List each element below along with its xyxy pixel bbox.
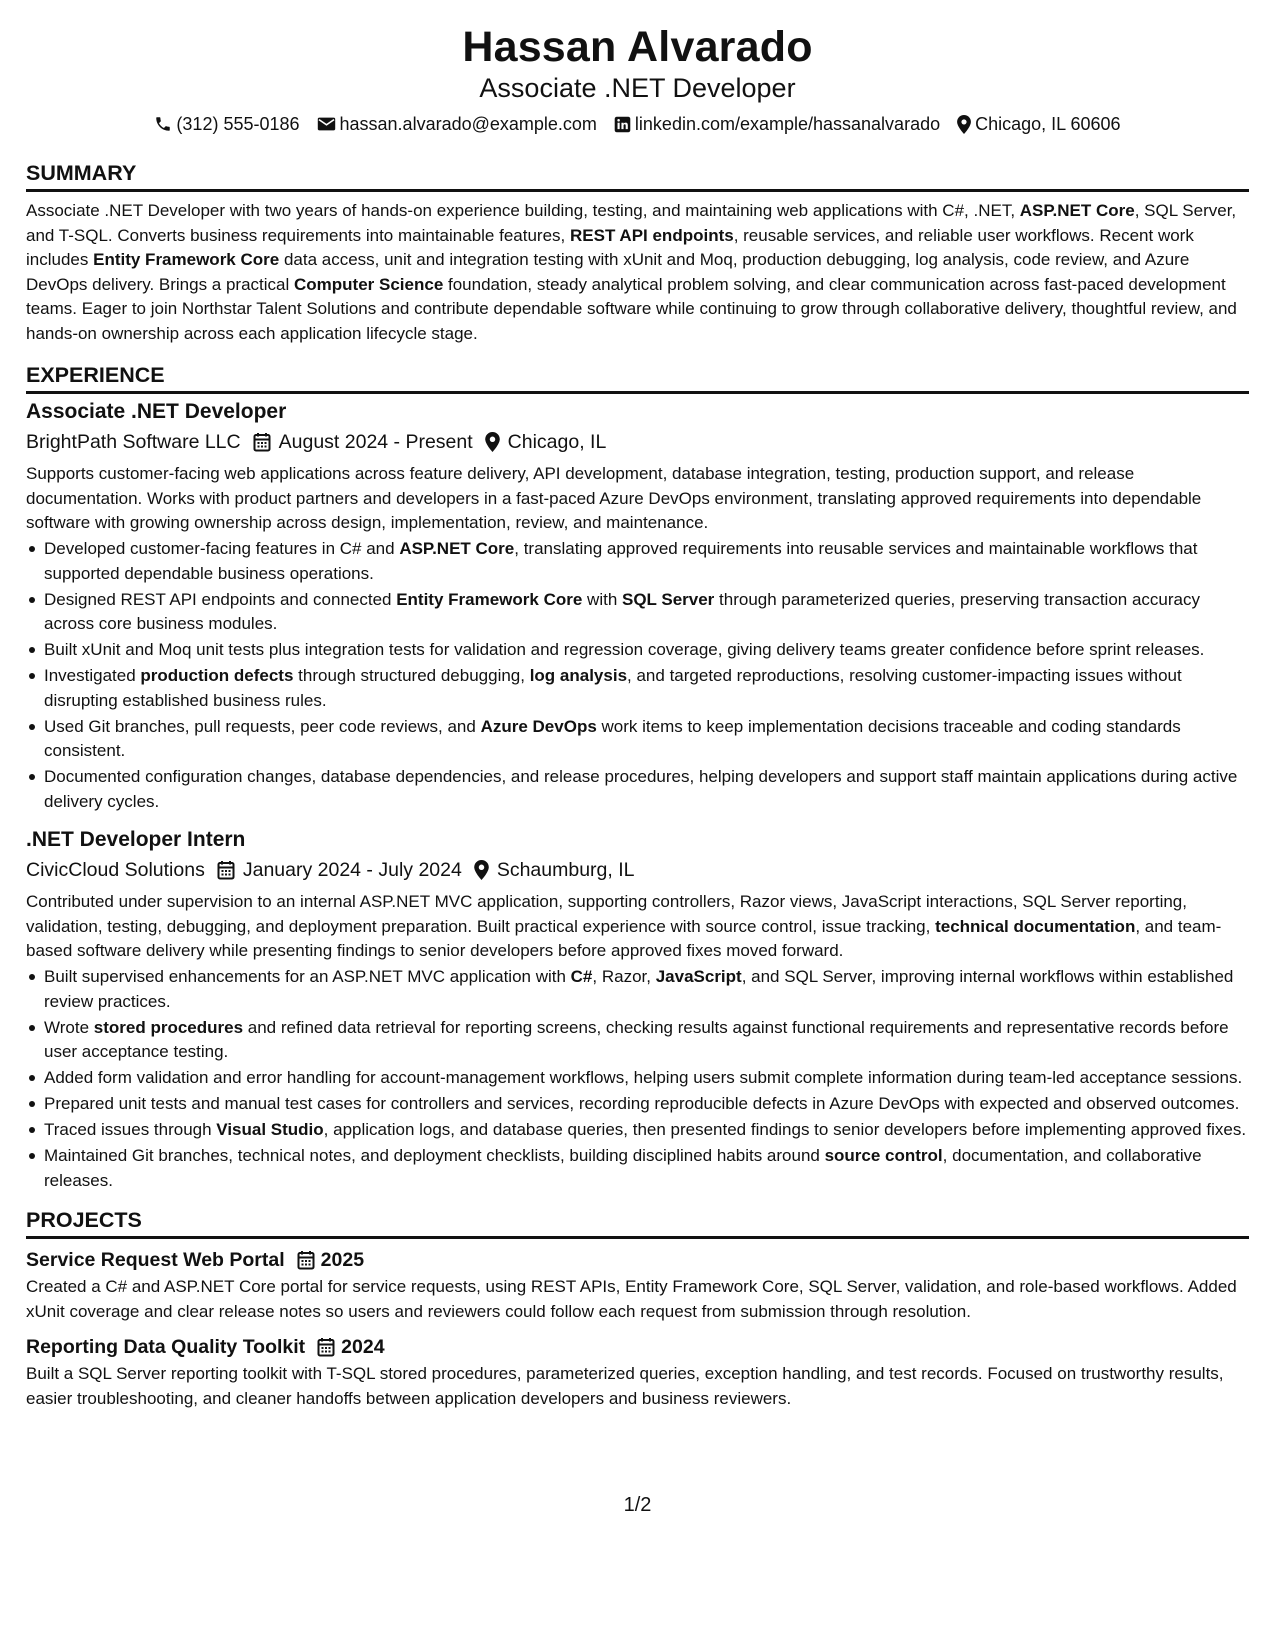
job-entry [26,398,1249,814]
contact-linkedin[interactable] [614,112,940,136]
calendar-icon [217,860,235,880]
map-pin-icon [957,115,971,134]
job-entry [26,826,1249,1193]
list-item: Documented configuration changes, database dependencies, and release procedures, helping developers and support staff maintain applications during active delivery cycles. [26,765,1249,814]
summary-text: Associate .NET Developer with two years of hands-on experience building, testing, and maintaining web applications with C#, .NET, ASP.NET Core, SQL Server, and T-SQL. Converts business requirements into maintainable features, REST API endpoints, reusable services, and reliable user workflows. Recent work includes Entity Framework Core data access, unit and integration testing with xUnit and Moq, production debugging, log analysis, code review, and Azure DevOps delivery. Brings a practical Computer Science foundation, steady analytical problem solving, and clear communication across fast-paced development teams. Eager to join Northstar Talent Solutions and contribute dependable software while continuing to grow through collaborative delivery, thoughtful review, and hands-on ownership across each application lifecycle stage. [26,201,1237,343]
bold-keyword: log analysis [529,666,628,685]
project-entry [26,1247,1249,1324]
project-header [26,1334,1249,1360]
bold-keyword: Entity Framework Core [396,589,583,609]
page-number: 1/2 [623,1494,652,1516]
contact-row [26,112,1249,136]
list-item: Designed REST API endpoints and connected Entity Framework Core with SQL Server through parameterized queries, preserving transaction accuracy across core business modules. [26,588,1249,637]
job-description: Supports customer-facing web applications across feature delivery, API development, database integration, testing, production support, and release documentation. Works with product partners and developers in a fast-paced Azure DevOps environment, translating approved requirements into dependable software with growing ownership across design, implementation, review, and maintenance. [26,464,1202,532]
location-text: Chicago, IL 60606 [975,114,1121,134]
contact-location [957,112,1120,136]
bold-keyword: REST API endpoints [569,225,734,245]
experience-heading: EXPERIENCE [26,362,1249,394]
phone-icon [154,115,172,133]
calendar-icon [253,432,271,452]
calendar-icon [317,1337,335,1357]
project-entry [26,1334,1249,1411]
job-description: Contributed under supervision to an internal ASP.NET MVC application, supporting controllers, Razor views, JavaScript interactions, SQL Server reporting, validation, testing, debugging, and deployment preparation. Built practical experience with source control, issue tracking, technical documentation, and team-based software delivery while presenting findings to senior developers before approved fixes moved forward. [26,892,1222,960]
job-meta [26,428,1249,456]
project-year: 2024 [341,1336,385,1358]
linkedin-icon [614,116,631,133]
bold-keyword: source control [824,1146,943,1165]
project-title: Service Request Web Portal [26,1249,285,1271]
candidate-title: Associate .NET Developer [479,73,796,103]
bold-keyword: C# [570,967,593,986]
map-pin-icon [485,432,500,452]
project-description: Built a SQL Server reporting toolkit with T-SQL stored procedures, parameterized queries, exception handling, and test records. Focused on trustworthy results, easier troubleshooting, and cleaner handoffs between application developers and business reviewers. [26,1364,1224,1408]
bold-keyword: SQL Server [622,589,715,609]
list-item: Prepared unit tests and manual test cases for controllers and services, recording reproducible defects in Azure DevOps with expected and observed outcomes. [26,1092,1249,1117]
phone-text: (312) 555-0186 [176,114,300,134]
linkedin-link[interactable]: linkedin.com/example/hassanalvarado [634,114,941,134]
bold-keyword: Computer Science [294,274,444,294]
job-location: Schaumburg, IL [496,859,635,881]
project-title: Reporting Data Quality Toolkit [26,1336,306,1358]
project-description: Created a C# and ASP.NET Core portal for service requests, using REST APIs, Entity Framework Core, SQL Server, validation, and role-based workflows. Added xUnit coverage and clear release notes so users and reviewers could follow each request from submission through resolution. [26,1277,1237,1321]
list-item: Maintained Git branches, technical notes, and deployment checklists, building disciplined habits around source control, documentation, and collaborative releases. [26,1144,1249,1193]
bold-keyword: ASP.NET Core [1019,201,1135,220]
job-dates: January 2024 - July 2024 [242,859,462,881]
bold-keyword: Entity Framework Core [93,250,280,269]
experience-section [26,362,1249,1193]
job-dates: August 2024 - Present [278,431,473,453]
list-item: Developed customer-facing features in C# and ASP.NET Core, translating approved requirements into reusable services and maintainable workflows that supported dependable business operations. [26,537,1249,586]
list-item: Built supervised enhancements for an ASP.NET MVC application with C#, Razor, JavaScript, and SQL Server, improving internal workflows within established review practices. [26,965,1249,1014]
list-item: Wrote stored procedures and refined data retrieval for reporting screens, checking results against functional requirements and representative records before user acceptance testing. [26,1016,1249,1065]
bold-keyword: Visual Studio [216,1120,324,1139]
job-location: Chicago, IL [507,431,607,453]
bold-keyword: ASP.NET Core [399,539,515,558]
contact-phone [154,112,299,136]
job-bullets [26,965,1249,1193]
job-title: Associate .NET Developer [26,400,287,423]
contact-email[interactable] [317,112,597,136]
projects-section [26,1207,1249,1411]
bold-keyword: JavaScript [655,967,742,986]
bold-keyword: Azure DevOps [480,716,597,736]
projects-heading: PROJECTS [26,1207,1249,1239]
list-item: Traced issues through Visual Studio, application logs, and database queries, then presented findings to senior developers before implementing approved fixes. [26,1118,1249,1143]
bold-keyword: technical documentation [935,916,1136,936]
list-item: Used Git branches, pull requests, peer code reviews, and Azure DevOps work items to keep implementation decisions traceable and coding standards consistent. [26,715,1249,764]
company-name: CivicCloud Solutions [26,859,205,881]
calendar-icon [297,1250,315,1270]
email-link[interactable]: hassan.alvarado@example.com [339,114,597,134]
company-name: BrightPath Software LLC [26,431,241,453]
summary-section [26,160,1249,346]
bold-keyword: production defects [140,666,294,685]
job-meta [26,856,1249,884]
bold-keyword: stored procedures [93,1017,244,1037]
job-title: .NET Developer Intern [26,828,246,851]
summary-heading: SUMMARY [26,160,1249,192]
list-item: Added form validation and error handling for account-management workflows, helping users submit complete information during team-led acceptance sessions. [26,1066,1249,1091]
envelope-icon [317,116,336,132]
list-item: Investigated production defects through structured debugging, log analysis, and targeted reproductions, resolving customer-impacting issues without disrupting established business rules. [26,664,1249,713]
job-bullets [26,537,1249,814]
project-year: 2025 [320,1249,365,1271]
list-item: Built xUnit and Moq unit tests plus integration tests for validation and regression coverage, giving delivery teams greater confidence before sprint releases. [26,638,1249,663]
candidate-name: Hassan Alvarado [462,23,813,71]
resume-header [26,22,1249,136]
project-header [26,1247,1249,1273]
map-pin-icon [474,860,489,880]
